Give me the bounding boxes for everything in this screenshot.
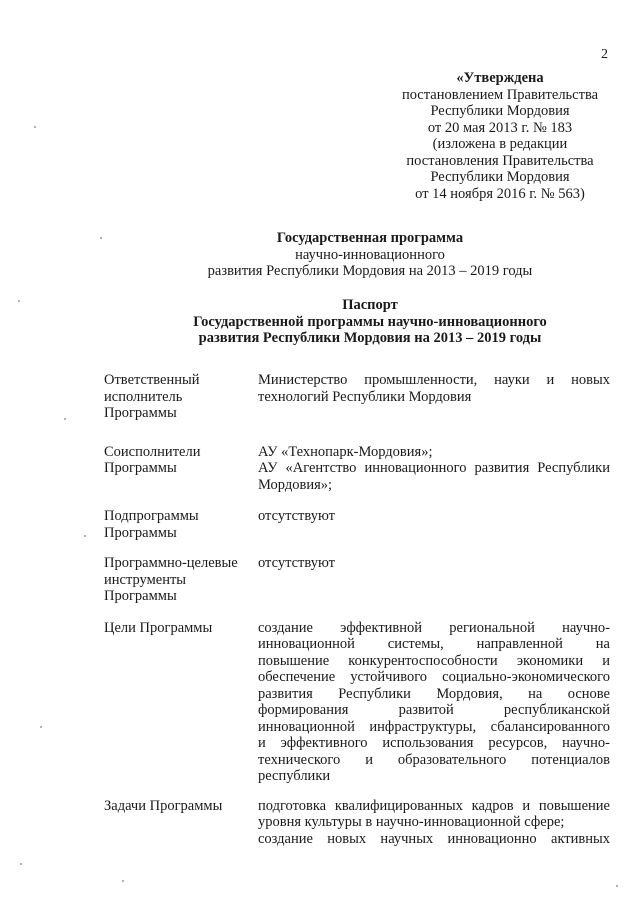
row-label [104, 620, 258, 785]
row-label-line: Программы [104, 460, 177, 476]
program-title: Государственная программа [276, 230, 464, 246]
row-value [258, 372, 610, 422]
approval-line: (изложена в редакции [432, 136, 568, 152]
row-label [104, 508, 258, 541]
approval-line: от 20 мая 2013 г. № 183 [427, 119, 573, 136]
row-value-line: развития Республики Мордовия, на основе [258, 685, 610, 702]
row-label-line: исполнитель [104, 388, 183, 405]
row-value-line: формирования развитой республиканской [258, 702, 610, 718]
row-label-line: Программы [104, 524, 177, 541]
passport-row-tasks [104, 798, 610, 848]
row-value-line: обеспечение устойчивого социально-экономического [258, 669, 610, 685]
scan-speck [64, 418, 66, 420]
row-value-line: инновационной инфраструктуры, сбалансированного [258, 718, 610, 735]
row-label [104, 555, 258, 605]
row-label [104, 372, 258, 422]
row-value-line: АУ «Технопарк-Мордовия»; [258, 443, 433, 460]
row-value-line: технологий Республики Мордовия [258, 388, 472, 405]
row-value [258, 620, 610, 785]
row-value-line: технического и образовательного потенциалов [258, 751, 610, 768]
passport-title: Паспорт [342, 297, 398, 313]
row-value [258, 444, 610, 494]
row-label-line: Соисполнители [104, 443, 201, 460]
row-label [104, 798, 258, 848]
approval-line: постановления Правительства [406, 152, 594, 169]
row-label-line: Подпрограммы [104, 508, 199, 524]
approval-title: «Утверждена [456, 70, 544, 86]
approval-stamp [380, 70, 620, 202]
passport-row-instruments [104, 555, 610, 605]
row-label-line: Программы [104, 588, 177, 604]
passport-row-coexecutors [104, 444, 610, 494]
approval-line: от 14 ноября 2016 г. № 563) [415, 185, 585, 202]
row-value-line: отсутствуют [258, 508, 335, 524]
passport-row-responsible [104, 372, 610, 422]
row-value-line: уровня культуры в научно-инновационной сфере; [258, 814, 565, 830]
row-value-line: Мордовия»; [258, 476, 333, 493]
scan-speck [34, 126, 36, 128]
scan-speck [20, 863, 22, 865]
row-value-line: республики [258, 768, 331, 784]
scan-speck [84, 535, 86, 537]
approval-line: постановлением Правительства [401, 86, 599, 103]
scan-speck [122, 880, 124, 882]
passport-row-goals [104, 620, 610, 785]
program-heading [150, 230, 590, 280]
scan-speck [616, 885, 618, 887]
row-value [258, 508, 610, 541]
scan-speck [100, 237, 102, 239]
page-number: 2 [601, 47, 608, 62]
approval-line: Республики Мордовия [430, 169, 570, 185]
row-label [104, 444, 258, 494]
program-subtitle-line: развития Республики Мордовия на 2013 – 2019 годы [207, 263, 533, 279]
row-value-line: и эффективного использования ресурсов, научно- [258, 735, 610, 751]
passport-row-subprograms [104, 508, 610, 541]
row-label-line: Программы [104, 405, 177, 421]
approval-line: Республики Мордовия [430, 103, 570, 119]
row-value-line: инновационной системы, направленной на [258, 636, 610, 652]
row-value [258, 555, 610, 605]
row-value [258, 798, 610, 848]
passport-heading [140, 297, 600, 347]
scan-speck [18, 300, 20, 302]
row-value-line: создание новых научных инновационно активных [258, 830, 610, 847]
row-value-line: подготовка квалифицированных кадров и повышение [258, 797, 610, 814]
row-value-line: Министерство промышленности, науки и новых [258, 372, 610, 388]
row-label-line: Программно-целевые [104, 555, 238, 571]
row-label-line: инструменты [104, 571, 187, 588]
row-value-line: повышение конкурентоспособности экономики и [258, 652, 610, 669]
passport-table [104, 372, 610, 847]
row-value-line: АУ «Агентство инновационного развития Республики [258, 460, 610, 476]
row-label-line: Ответственный [104, 372, 200, 388]
scan-speck [40, 726, 42, 728]
row-value-line: отсутствуют [258, 555, 335, 571]
passport-subtitle-line: Государственной программы научно-инновационного [193, 313, 547, 330]
row-label-line: Задачи Программы [104, 797, 223, 814]
row-label-line: Цели Программы [104, 619, 213, 636]
program-subtitle-line: научно-инновационного [295, 246, 445, 263]
row-value-line: создание эффективной региональной научно- [258, 619, 610, 636]
passport-subtitle-line: развития Республики Мордовия на 2013 – 2019 годы [198, 330, 542, 346]
